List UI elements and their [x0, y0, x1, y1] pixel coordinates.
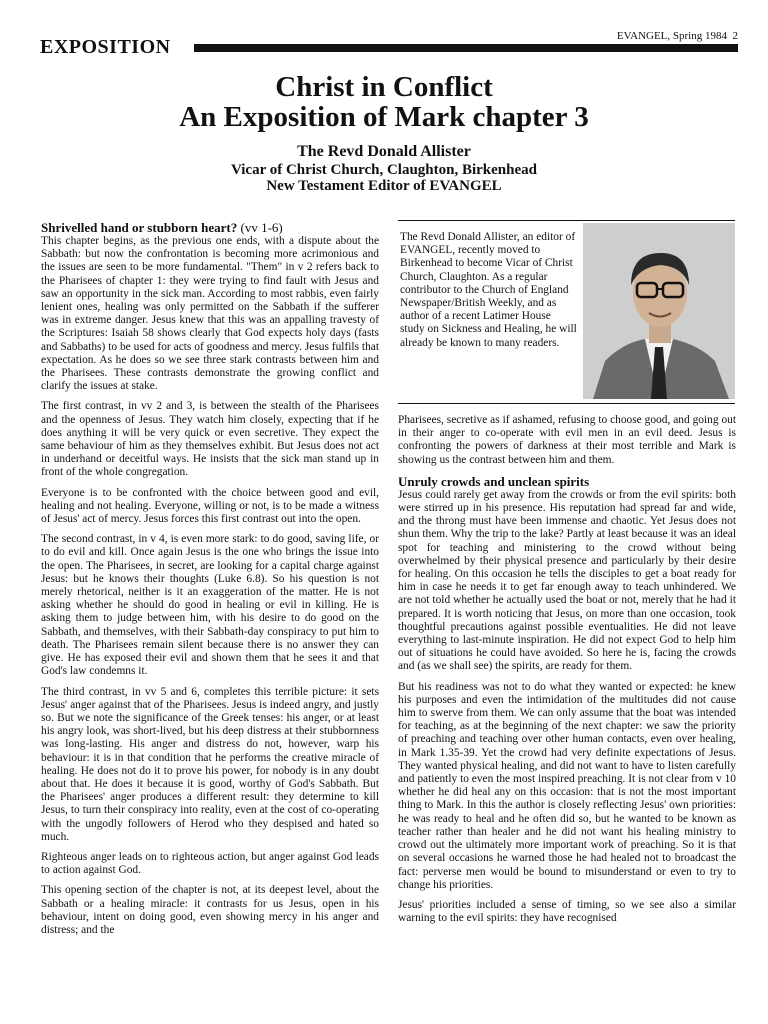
header-rule	[194, 44, 738, 52]
author-photo	[583, 223, 735, 399]
author-bio-box	[398, 220, 735, 404]
paragraph: The third contrast, in vv 5 and 6, completes this terrible picture: it sets Jesus' anger against that of the Pharisees. Jesus is indeed angry, and justly so. But we note the significance of the Greek tenses: his anger, or at least his angry look, was short-lived, but his deep distress at their stubbornness was long-lasting. His anger and distress do not, however, warp his behaviour: it is in that condition that he performs the creative miracle of healing. He does not do it to prove his power, for nobody is in any doubt about that. He does it because it is good, worthy of God's Sabbath. But the Pharisees' anger produces a different result: they determine to kill Jesus, to turn their conspiracy into reality, even at the cost of co-operating with the ungodly followers of Herod who they despised and hated so much.	[41, 685, 379, 843]
paragraph: Pharisees, secretive as if ashamed, refusing to choose good, and going out in their anger to co-operate with evil men in an evil deed. Jesus is confronting the powers of darkness at their most terrible and Mark is showing us the contrast between him and them.	[398, 414, 736, 466]
left-column	[41, 220, 379, 944]
paragraph: But his readiness was not to do what they wanted or expected: he knew his purposes and even the intimidation of the multitudes did not cause him to swerve from them. We can only assume that the boat was intended for teaching, as at the beginning of the next chapter: we saw the priority of preaching and teaching over other human contacts, even over healing, in Mark 1.35-39. Yet the crowd had very definite expectations of Jesus. They wanted physical healing, and did not want to have to listen carefully and patiently to even the most inspired preaching. It is not clear from v 10 whether he did heal any on this occasion: that is not the most important thing to Mark. In this the author is closely reflecting Jesus' own priorities: he was ready to heal and he often did so, but he wanted to be known as teacher rather than healer and he did not want his healing ministry to crowd out the ultimately more important work of preaching. So it is that on several occasions he warned those he had healed not to broadcast the fact: perverse men would be bound to misunderstand or even to try to change his priorities.	[398, 680, 736, 891]
section-label: EXPOSITION	[40, 36, 171, 58]
right-column	[398, 414, 736, 932]
heading-reference: (vv 1-6)	[240, 220, 283, 235]
paragraph: Jesus' priorities included a sense of timing, so we see also a similar warning to the evil spirits: they have recognised	[398, 898, 736, 925]
section-heading-unruly-crowds: Unruly crowds and unclean spirits	[398, 473, 590, 489]
journal-info	[617, 30, 738, 42]
paragraph: The first contrast, in vv 2 and 3, is between the stealth of the Pharisees and the openness of Jesus. They watch him closely, expecting that if he does anything it will be very quick or even secretive. They expect the same behaviour of him as they themselves exhibit. But Jesus does not act in underhand or deceitful ways. He insists that the sick man stand up in front of the whole congregation.	[41, 400, 379, 479]
section-heading-shrivelled-hand	[41, 220, 379, 235]
page-header	[40, 26, 738, 56]
paragraph: The second contrast, in v 4, is even more stark: to do good, saving life, or to do evil and kill. Once again Jesus is the one who brings the issue into the open. The Pharisees, in secret, are looking for a capital charge against Jesus: but he knows their thoughts (Luke 6.8). So his question is not merely rhetorical, neither is it an exaggeration of the matter. He is not asking whether he should do good in healing or evil in killing. He is asking them to judge between him, with his desire to do good on the Sabbath, and themselves, with their Sabbath-day conspiracy to put him to death. The Pharisees remain silent because there is no answer they can give. He has exposed their evil and shown them that he sees it and that God's law condemns it.	[41, 533, 379, 678]
paragraph: This chapter begins, as the previous one ends, with a dispute about the Sabbath: but now the confrontation is becoming more acrimonious and the issues are seen to be more fundamental. "Them" in v 2 refers back to the Pharisees of chapter 1: they were trying to find fault with Jesus and saw an opportunity in the sick man. According to most rabbis, even fairly lenient ones, healing was only permitted on the Sabbath if the sufferer was in extreme danger. Jesus knew that this was an appalling travesty of the Scriptures: Isaiah 58 shows clearly that God expects holy days (fasts and Sabbaths) to be used for acts of goodness and mercy. Jesus fulfils that expectation. As he does so we see three stark contrasts between him and the Pharisees. These contrasts demonstrate the growing conflict and clarify the issues at stake.	[41, 235, 379, 393]
paragraph: This opening section of the chapter is not, at its deepest level, about the Sabbath or a healing miracle: it contrasts for us Jesus, open in his behaviour, intent on doing good, even showing mercy in his anger and distress; and the	[41, 884, 379, 936]
article-title-line1: Christ in Conflict	[275, 71, 493, 103]
author-role-vicar: Vicar of Christ Church, Claughton, Birkenhead	[230, 162, 537, 178]
paragraph: Jesus could rarely get away from the crowds or from the evil spirits: both were stirred up in his presence. His reputation had spread far and wide, and the throng must have been immense and chaotic. Yet Jesus does not shun them. Why the trip to the lake? Partly at least because it was an ideal spot for teaching and ministering to the crowd without being overwhelmed by their physical presence and particularly by their desire for healing. On this occasion he tells the disciples to get a boat ready for him in case he needs it to get far enough away to teach unhindered. We are not told whether he actually used the boat or not, merely that he had it prepared. It is worth noticing that Jesus, on more than one occasion, took thoughtful precautions against possible eventualities. He did not leave everything to last-minute inspiration. He did not expect God to help him out of situations he could have avoided. So here he is, facing the crowds and (as we shall see) the spirits, are ready for them.	[398, 488, 736, 673]
paragraph: Righteous anger leads on to righteous action, but anger against God leads to action against God.	[41, 850, 379, 877]
journal-issue: EVANGEL, Spring 1984	[616, 30, 727, 42]
author-name: The Revd Donald Allister	[297, 143, 471, 160]
heading-text: Shrivelled hand or stubborn heart?	[41, 220, 238, 235]
author-bio	[400, 231, 578, 350]
paragraph: Everyone is to be confronted with the choice between good and evil, healing and not healing. Everyone, willing or not, is to be made a witness of Jesus' act of mercy. Jesus forces this first contrast out into the open.	[41, 486, 379, 526]
page-number: 2	[732, 30, 738, 42]
author-role-editor: New Testament Editor of EVANGEL	[266, 178, 502, 194]
author-bio-text: The Revd Donald Allister, an editor of EVANGEL, recently moved to Birkenhead to become Vicar of Christ Church, Claughton. As a regular contributor to the Church of England Newspaper/British Weekly, and as author of a recent Latimer House study on Sickness and Healing, he will already be known to many readers.	[400, 231, 577, 349]
article-title-line2: An Exposition of Mark chapter 3	[179, 101, 589, 133]
